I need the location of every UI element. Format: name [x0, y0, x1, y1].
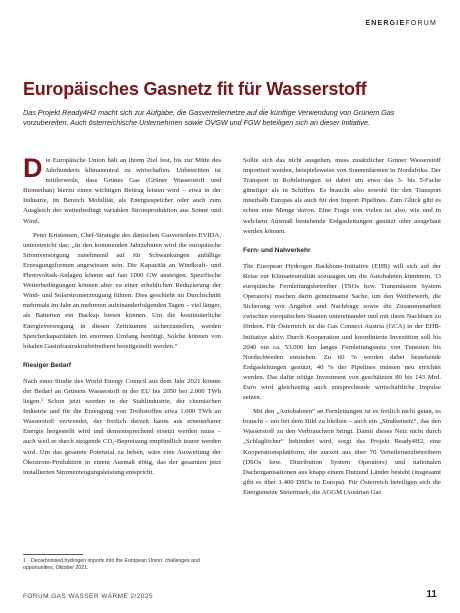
section-label — [365, 20, 437, 27]
footer-publication: FORUM GAS WASSER WÄRME 2/2025 — [23, 593, 154, 600]
section-label-bold: ENERGIE — [365, 20, 406, 27]
paragraph-quote: Peter Kristensen, Chef-Strategie des dänischen Gasverteilers EVIDA, unterstreicht das: „In den kommenden Jahrzehnten wird die europäische Stromversorgung zunehmend auf für Schwankungen anfällige Erzeugungsformen angewiesen sein. Die Kapazität an Windkraft- und Photovoltaik-Anlagen könnte auf fast 1000 GW ansteigen. Spezifische Wetterbedingungen können aber zu einer erheblichen Reduzierung der Wind- und Solarstromerzeugung führen. Dies geschieht im Durchschnitt mehrmals im Jahr an mehreren aufeinanderfolgenden Tagen – viel länger, als Batterien ein Backup bieten können. Um die kontinuierliche Energieversorgung in diesen Zeiträumen sicherzustellen, werden Speicherkapazitäten im enormen Umfang benötigt. Solche können von lokalen Gasinfrastrukturbetreibern bereitgestellt werden.“ — [23, 231, 221, 350]
paragraph-bedarf: Nach einer Studie des World Energy Council aus dem Jahr 2021 könnte der Bedarf an Grünem Wasserstoff in der EU bis 2050 bei 2.000 TWh liegen.¹ Schon jetzt werden in der Stahlindustrie, der chemischen Industrie und für die Erzeugung von Treibstoffen etwa 1.000 TWh an Wasserstoff verwendet, der freilich derzeit kaum aus erneuerbarer Energie hergestellt wird und dementsprechend ersetzt werden muss – auch weil er durch steigende CO₂-Bepreisung empfindlich teurer werden wird. Um das gesamte Potenzial zu heben, wäre eine Ausweitung der Ökostrom-Produktion in einem Ausmaß nötig, das der gesamten jetzt installierten Stromerzeugungsleistung entspricht. — [23, 377, 221, 476]
subheading-riesiger-bedarf: Riesiger Bedarf — [23, 361, 72, 369]
paragraph-ready4h2: Mit den „Autobahnen“ an Fernleitungen ist es freilich nicht getan, es braucht – um bei dem Bild zu bleiben – auch ein „Straßennetz“, das den Wasserstoff zu den Verbrauchern bringt. Damit dieses Netz nicht durch „Schlaglöcher“ behindert wird, sorgt das Projekt Ready4H2, eine Kooperationsplattform, die zurzeit aus über 70 Verteilernetzbetreibern (DSOs bzw. Distribution System Operators) und nationalen Dachorganisationen aus knapp einem Dutzend Länder besteht (insgesamt gibt es über 1.400 DSOs in Europa). Für Österreich beteiligen sich die Energienetze Steiermark, die AGGM (Austrian Gas — [243, 408, 441, 496]
paragraph-intro — [23, 153, 221, 227]
article-lead: Das Projekt Ready4H2 macht sich zur Aufgabe, die Gasverteilernetze auf die künftige Verwendung von Grünem Gas vorzubereiten. Auch österreichische Unternehmen sowie ÖVGW und FGW beteiligen sich an dieser Initiative. — [23, 108, 395, 128]
drop-cap: D — [23, 153, 43, 183]
section-label-rest: FORUM — [405, 20, 437, 27]
footnote-divider — [23, 554, 83, 555]
paragraph-intro-text: ie Europäische Union hält an ihrem Ziel fest, bis zur Mitte des Jahrhunderts klimaneutral zu wirtschaften. Unbestritten ist mittlerweile, dass Grünes Gas (Grüner Wasserstoff und Biomethan) hierzu einen wichtigen Beitrag leisten wird – etwa in der Industrie, im Bereich Mobilität, als Energiespeicher oder auch zum Ausgleich der wetterbedingt variablen Stromproduktion aus Sonne und Wind. — [23, 157, 221, 225]
subheading-fern-nahverkehr: Fern- und Nahverkehr — [243, 246, 311, 254]
footnote — [23, 558, 221, 572]
footnote-number: 1 — [23, 558, 26, 564]
column-left — [23, 153, 221, 482]
paragraph-import: Sollte sich das nicht ausgehen, muss zusätzlicher Grüner Wasserstoff importiert werden, beispielsweise von Sonnenfarmen in Nordafrika. Der Transport in Rohrleitungen ist dabei um etwa das 3- bis 5-Fache günstiger als in Schiffen. Es braucht also sowohl für den Transport innerhalb Europas als auch für den Import Pipelines. Zum Glück gibt es schon eine Menge davon. Eine Frage von vielen ist also, wie und in welchem Ausmaß bestehende Erdgasleitungen genützt oder ausgebaut werden können. — [243, 157, 441, 235]
column-right — [243, 156, 441, 502]
article-title: Europäisches Gasnetz fit für Wasserstoff — [23, 79, 367, 99]
paragraph-ehb: The European Hydrogen Backbone-Initiative (EHB) will sich auf der Reise zur Klimaneutralität sozusagen um die Autobahnen kümmern. 33 europäische Fernleitungsbetreiber (TSOs bzw. Transmission System Operators) machen darin gemeinsame Sache, um den Wettbewerb, die Sicherung von Angebot und Nachfrage sowie die Zusammenarbeit zwischen europäischen Staaten untereinander und mit ihren Nachbarn zu fördern. Für Österreich ist die Gas Connect Austria (GCA) in der EHB-Initiative aktiv. Durch Kooperation und koordinierte Investition soll bis 2040 ein ca. 53.000 km langes Fernleitungsnetz von Tunesien bis Nordschweden entstehen. Zu 60 % werden dabei bestehende Erdgasleitungen genutzt, 40 % der Pipelines müssen neu errichtet werden. Das dafür nötige Investment von geschätzten 80 bis 143 Mrd. Euro wird gleichzeitig auch entsprechende wirtschaftliche Impulse setzen. — [243, 262, 441, 402]
footnote-text: Decarbonised hydrogen imports into the European Union: challenges and opportunities, Oktober 2021. — [23, 558, 200, 571]
page-number: 11 — [426, 589, 437, 600]
